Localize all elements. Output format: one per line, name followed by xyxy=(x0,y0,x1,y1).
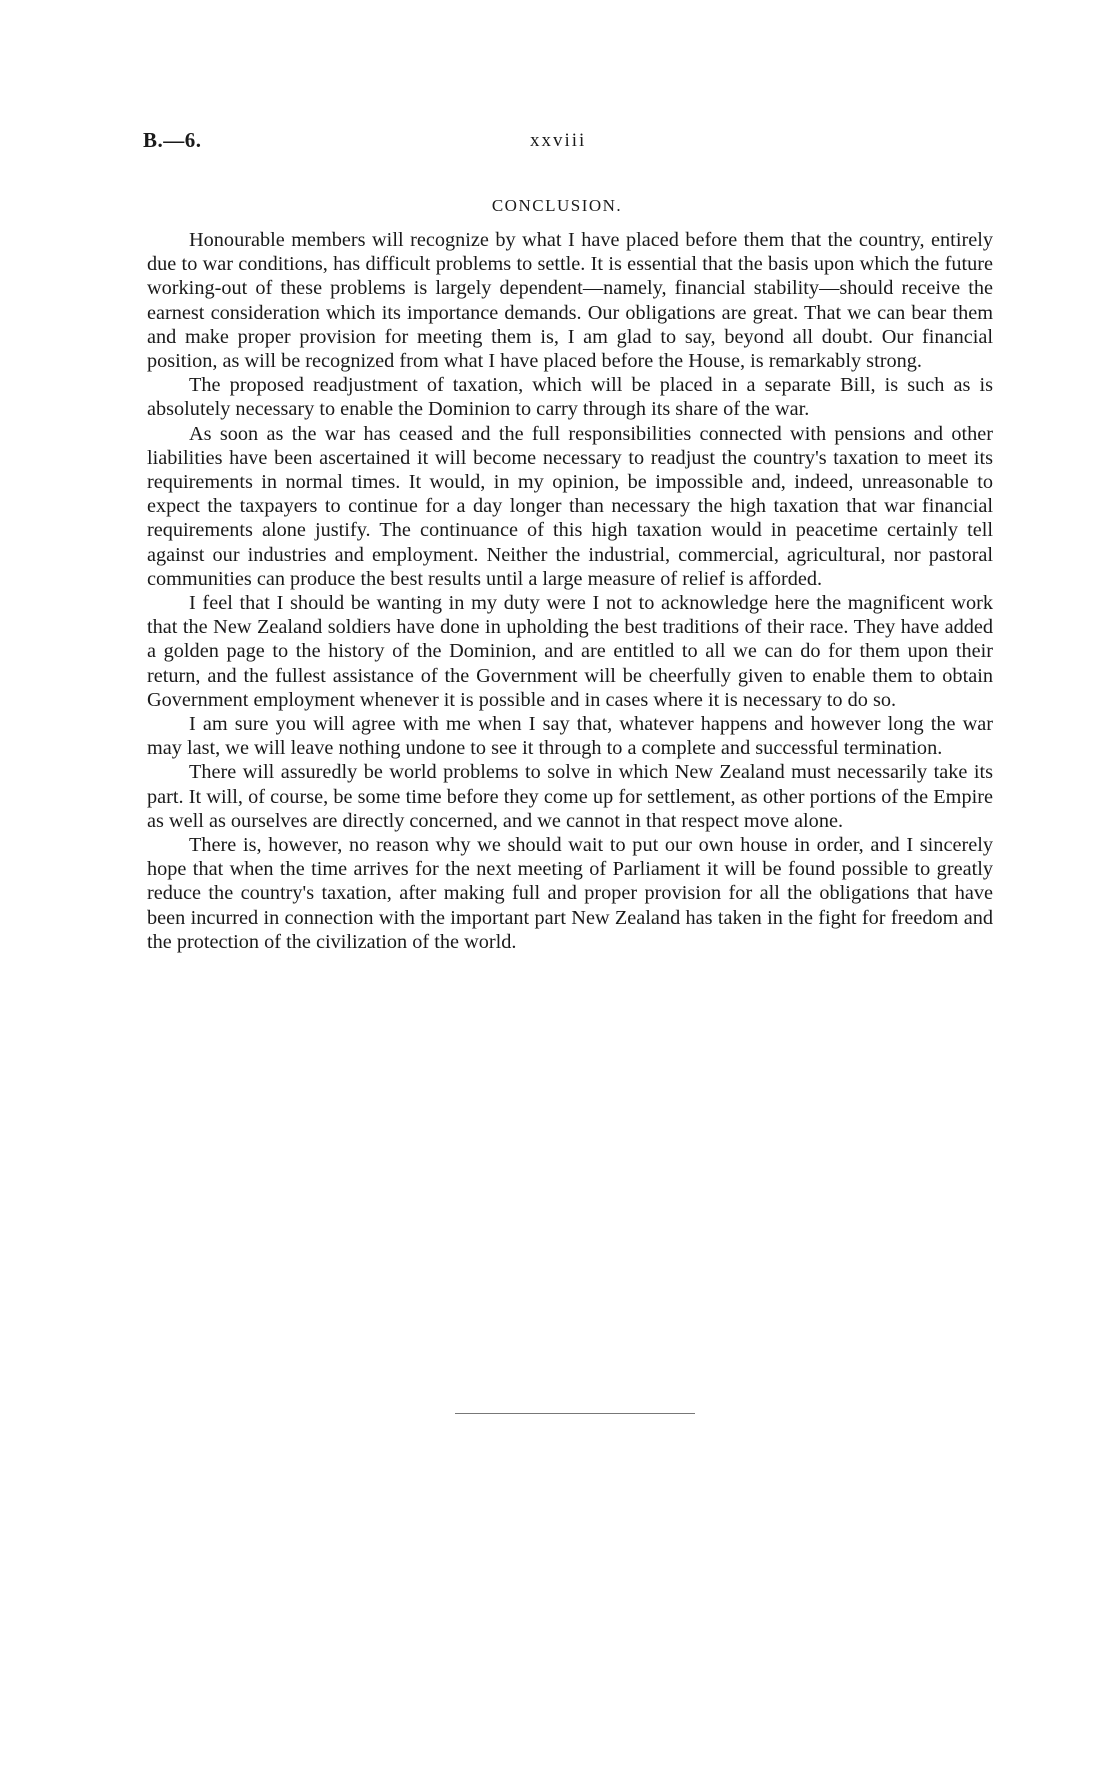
document-reference: B.—6. xyxy=(143,128,202,152)
page-number: xxviii xyxy=(530,130,587,151)
paragraph: I am sure you will agree with me when I say that, whatever happens and however long the war may last, we will leave nothing undone to see it through to a complete and successful termination. xyxy=(147,713,993,760)
paragraph: Honourable members will recognize by what I have placed before them that the country, entirely due to war conditions, has difficult problems to settle. It is essential that the basis upon which the future working-out of these problems is largely dependent—namely, financial stability—should receive the earnest consideration which its importance demands. Our obligations are great. That we can bear them and make proper provision for meeting them is, I am glad to say, beyond all doubt. Our financial position, as will be recognized from what I have placed before the House, is remarkably strong. xyxy=(147,229,993,373)
paragraph: The proposed readjustment of taxation, which will be placed in a separate Bill, is such as is absolutely necessary to enable the Dominion to carry through its share of the war. xyxy=(147,374,993,421)
section-heading: CONCLUSION. xyxy=(491,196,623,215)
paragraph: There will assuredly be world problems to solve in which New Zealand must necessarily take its part. It will, of course, be some time before they come up for settlement, as other portions of the Empire as well as ourselves are directly concerned, and we cannot in that respect move alone. xyxy=(147,761,993,832)
end-divider xyxy=(455,1413,695,1414)
paragraph: There is, however, no reason why we should wait to put our own house in order, and I sincerely hope that when the time arrives for the next meeting of Parliament it will be found possible to greatly reduce the country's taxation, after making full and proper provision for all the obligations that have been incurred in connection with the important part New Zealand has taken in the fight for freedom and the protection of the civilization of the world. xyxy=(147,834,993,953)
paragraph: As soon as the war has ceased and the full responsibilities connected with pensions and other liabilities have been ascertained it will become necessary to readjust the country's taxation to meet its requirements in normal times. It would, in my opinion, be impossible and, indeed, unreasonable to expect the taxpayers to continue for a day longer than necessary the high taxation that war financial requirements alone justify. The continuance of this high taxation would in peacetime certainly tell against our industries and employment. Neither the industrial, commercial, agricultural, nor pastoral communities can produce the best results until a large measure of relief is afforded. xyxy=(147,422,993,590)
paragraph: I feel that I should be wanting in my duty were I not to acknowledge here the magnificent work that the New Zealand soldiers have done in upholding the best traditions of their race. They have added a golden page to the history of the Dominion, and are entitled to all we can do for them upon their return, and the fullest assistance of the Government will be cheerfully given to enable them to obtain Government employment whenever it is possible and in cases where it is necessary to do so. xyxy=(147,592,993,711)
body-text xyxy=(147,228,993,954)
